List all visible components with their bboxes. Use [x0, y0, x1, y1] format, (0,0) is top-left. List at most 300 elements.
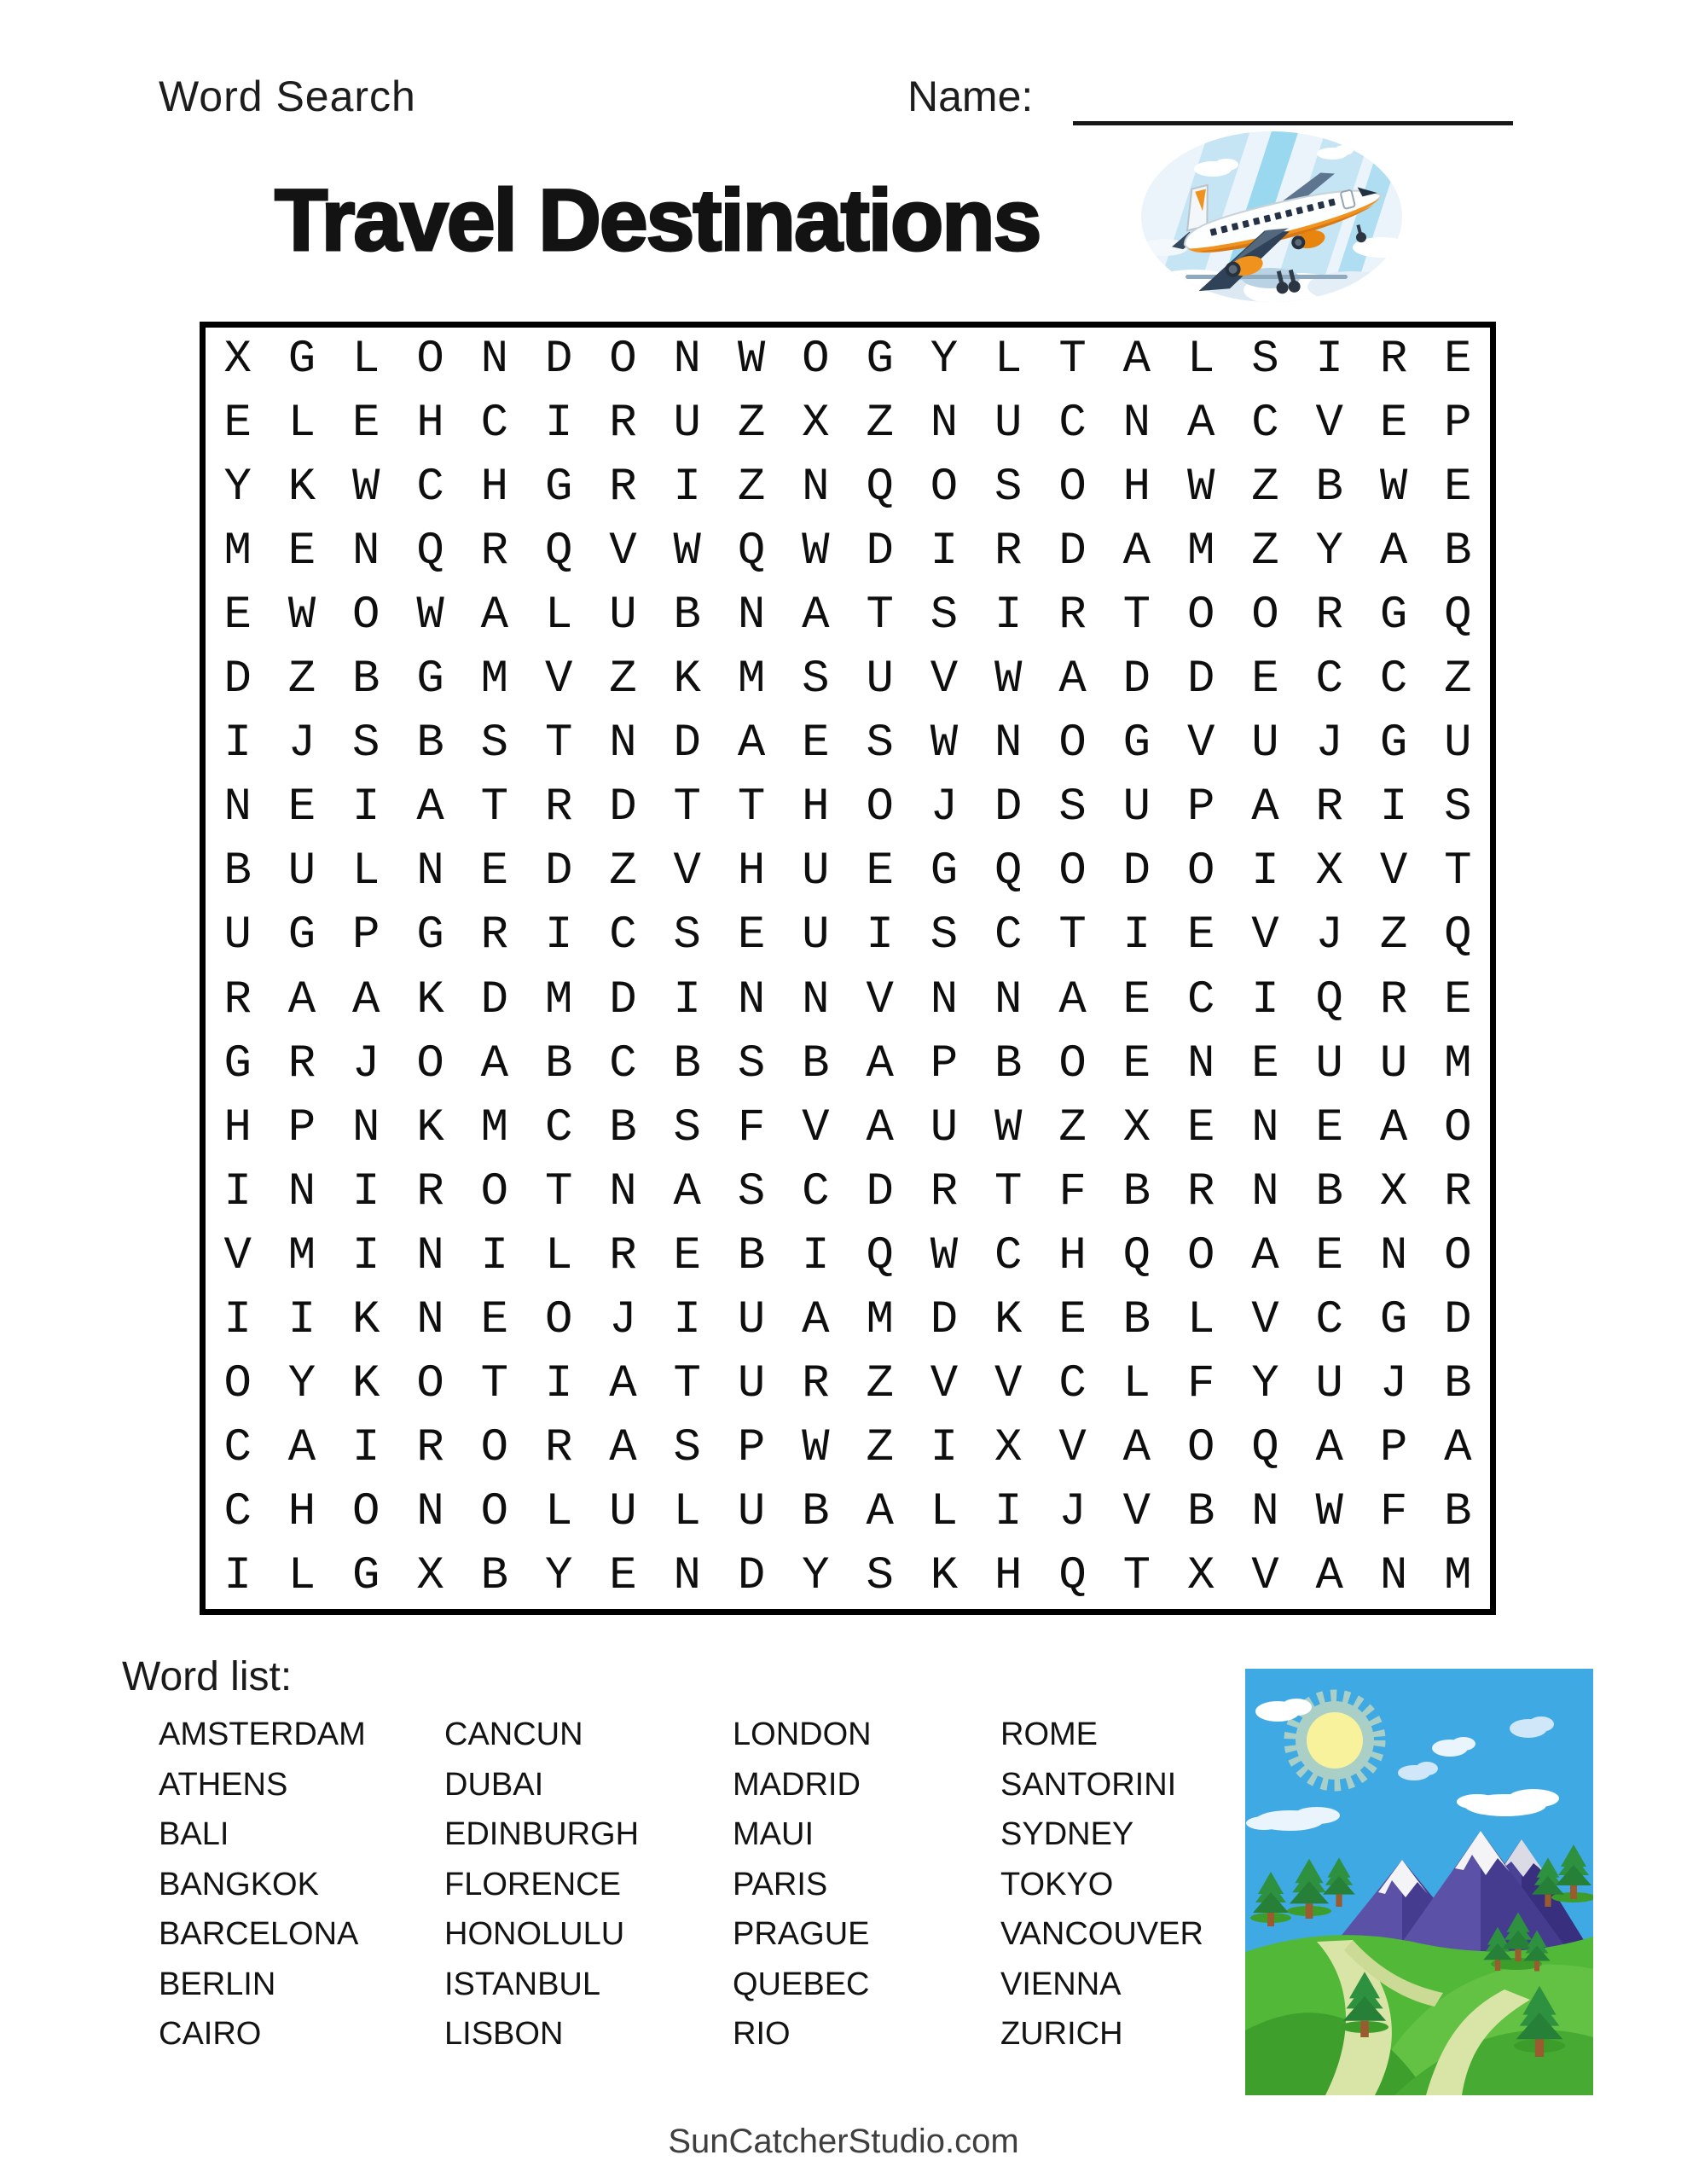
- grid-cell: G: [223, 1037, 252, 1090]
- puzzle-title: Travel Destinations: [275, 171, 1041, 269]
- grid-cell: V: [673, 845, 701, 898]
- grid-cell: G: [416, 909, 444, 962]
- grid-cell: N: [930, 397, 959, 450]
- grid-cell: X: [1122, 1101, 1151, 1154]
- grid-cell: V: [223, 1229, 252, 1282]
- grid-cell: B: [544, 1037, 573, 1090]
- grid-cell: Z: [287, 653, 316, 706]
- grid-cell: N: [1379, 1229, 1408, 1282]
- grid-cell: C: [480, 397, 509, 450]
- grid-cell: Z: [609, 845, 637, 898]
- grid-cell: U: [994, 397, 1023, 450]
- grid-cell: D: [1122, 653, 1151, 706]
- grid-cell: R: [1379, 973, 1408, 1026]
- grid-cell: Z: [609, 653, 637, 706]
- grid-cell: H: [416, 397, 444, 450]
- grid-cell: S: [673, 909, 701, 962]
- grid-cell: Y: [287, 1358, 316, 1411]
- grid-cell: I: [930, 525, 959, 578]
- grid-cell: D: [609, 781, 637, 834]
- grid-cell: W: [930, 1229, 959, 1282]
- grid-cell: A: [1122, 525, 1151, 578]
- grid-cell: Y: [223, 461, 252, 514]
- grid-cell: X: [416, 1550, 444, 1603]
- grid-cell: V: [994, 1358, 1023, 1411]
- grid-cell: R: [1315, 589, 1343, 642]
- grid-cell: A: [1251, 781, 1279, 834]
- grid-cell: A: [1186, 397, 1215, 450]
- grid-cell: V: [930, 1358, 959, 1411]
- grid-cell: M: [480, 653, 509, 706]
- grid-cell: U: [1122, 781, 1151, 834]
- grid-cell: W: [416, 589, 444, 642]
- grid-cell: C: [802, 1165, 830, 1218]
- grid-cell: Z: [866, 1358, 894, 1411]
- grid-cell: L: [1186, 333, 1215, 386]
- grid-cell: J: [609, 1294, 637, 1347]
- grid-cell: X: [1379, 1165, 1408, 1218]
- grid-cell: R: [1058, 589, 1087, 642]
- word-list-item: ATHENS: [159, 1766, 288, 1803]
- grid-cell: E: [480, 1294, 509, 1347]
- grid-cell: E: [1186, 909, 1215, 962]
- grid-cell: M: [480, 1101, 509, 1154]
- grid-cell: G: [930, 845, 959, 898]
- grid-cell: U: [1444, 717, 1472, 770]
- grid-cell: R: [416, 1422, 444, 1475]
- grid-cell: O: [1058, 845, 1087, 898]
- grid-cell: A: [802, 589, 830, 642]
- grid-cell: L: [544, 1229, 573, 1282]
- grid-cell: L: [1186, 1294, 1215, 1347]
- grid-cell: A: [1315, 1422, 1343, 1475]
- grid-cell: R: [609, 461, 637, 514]
- grid-cell: U: [287, 845, 316, 898]
- grid-cell: C: [223, 1486, 252, 1539]
- grid-cell: D: [1122, 845, 1151, 898]
- grid-cell: R: [1186, 1165, 1215, 1218]
- grid-cell: O: [1444, 1229, 1472, 1282]
- grid-cell: O: [416, 1037, 444, 1090]
- word-list-item: QUEBEC: [733, 1966, 870, 2002]
- grid-cell: E: [1315, 1229, 1343, 1282]
- grid-cell: M: [1444, 1037, 1472, 1090]
- grid-cell: E: [609, 1550, 637, 1603]
- grid-cell: S: [480, 717, 509, 770]
- grid-cell: J: [287, 717, 316, 770]
- grid-cell: C: [1251, 397, 1279, 450]
- grid-cell: C: [1186, 973, 1215, 1026]
- grid-cell: V: [1379, 845, 1408, 898]
- grid-cell: Q: [994, 845, 1023, 898]
- grid-cell: V: [1251, 1550, 1279, 1603]
- grid-cell: I: [223, 1294, 252, 1347]
- word-list-item: CAIRO: [159, 2016, 262, 2052]
- grid-cell: I: [1315, 333, 1343, 386]
- grid-cell: O: [223, 1358, 252, 1411]
- grid-cell: R: [287, 1037, 316, 1090]
- grid-cell: N: [287, 1165, 316, 1218]
- word-list-item: BARCELONA: [159, 1916, 359, 1952]
- grid-cell: R: [416, 1165, 444, 1218]
- grid-cell: E: [1122, 973, 1151, 1026]
- word-list-item: BANGKOK: [159, 1866, 319, 1902]
- grid-cell: U: [223, 909, 252, 962]
- grid-cell: L: [352, 333, 380, 386]
- grid-cell: G: [287, 333, 316, 386]
- grid-cell: I: [287, 1294, 316, 1347]
- grid-cell: N: [802, 973, 830, 1026]
- grid-cell: X: [994, 1422, 1023, 1475]
- grid-cell: O: [480, 1422, 509, 1475]
- grid-cell: M: [287, 1229, 316, 1282]
- grid-cell: W: [673, 525, 701, 578]
- word-list-item: LISBON: [444, 2016, 564, 2052]
- grid-cell: I: [352, 1229, 380, 1282]
- grid-cell: B: [802, 1037, 830, 1090]
- grid-cell: Z: [737, 397, 766, 450]
- grid-cell: I: [544, 909, 573, 962]
- grid-cell: B: [416, 717, 444, 770]
- grid-cell: O: [930, 461, 959, 514]
- grid-cell: T: [544, 717, 573, 770]
- grid-cell: E: [1444, 333, 1472, 386]
- grid-cell: F: [1379, 1486, 1408, 1539]
- word-list-item: SANTORINI: [1000, 1766, 1177, 1803]
- grid-cell: Q: [1444, 909, 1472, 962]
- grid-cell: P: [1379, 1422, 1408, 1475]
- word-list-item: VANCOUVER: [1000, 1916, 1203, 1952]
- grid-cell: U: [866, 653, 894, 706]
- grid-cell: N: [802, 461, 830, 514]
- grid-cell: N: [352, 1101, 380, 1154]
- grid-cell: X: [1186, 1550, 1215, 1603]
- grid-cell: D: [544, 845, 573, 898]
- grid-cell: E: [1379, 397, 1408, 450]
- grid-cell: O: [1186, 1229, 1215, 1282]
- grid-cell: I: [930, 1422, 959, 1475]
- grid-cell: H: [802, 781, 830, 834]
- grid-cell: M: [223, 525, 252, 578]
- grid-cell: Z: [1251, 525, 1279, 578]
- grid-cell: Z: [1379, 909, 1408, 962]
- grid-cell: E: [1122, 1037, 1151, 1090]
- grid-cell: K: [416, 1101, 444, 1154]
- word-list-column: [733, 1710, 1014, 2059]
- grid-cell: B: [609, 1101, 637, 1154]
- grid-cell: U: [737, 1486, 766, 1539]
- grid-cell: L: [930, 1486, 959, 1539]
- grid-cell: L: [544, 589, 573, 642]
- grid-cell: S: [866, 717, 894, 770]
- grid-cell: R: [544, 781, 573, 834]
- grid-cell: C: [994, 1229, 1023, 1282]
- grid-cell: C: [1315, 653, 1343, 706]
- grid-cell: X: [223, 333, 252, 386]
- grid-cell: P: [352, 909, 380, 962]
- grid-cell: H: [287, 1486, 316, 1539]
- word-list-item: ROME: [1000, 1716, 1098, 1752]
- grid-cell: U: [802, 845, 830, 898]
- grid-cell: N: [1379, 1550, 1408, 1603]
- grid-cell: I: [223, 717, 252, 770]
- grid-cell: W: [1315, 1486, 1343, 1539]
- word-list-item: VIENNA: [1000, 1966, 1122, 2002]
- grid-cell: N: [416, 1294, 444, 1347]
- grid-cell: N: [416, 1229, 444, 1282]
- grid-cell: T: [1058, 333, 1087, 386]
- grid-cell: Z: [866, 397, 894, 450]
- grid-cell: G: [544, 461, 573, 514]
- grid-cell: Q: [544, 525, 573, 578]
- grid-cell: N: [609, 717, 637, 770]
- grid-cell: E: [287, 525, 316, 578]
- grid-cell: G: [416, 653, 444, 706]
- grid-cell: C: [1379, 653, 1408, 706]
- grid-cell: O: [1444, 1101, 1472, 1154]
- grid-cell: L: [287, 397, 316, 450]
- grid-cell: Q: [866, 1229, 894, 1282]
- grid-cell: C: [609, 909, 637, 962]
- grid-cell: U: [609, 1486, 637, 1539]
- grid-cell: Q: [1122, 1229, 1151, 1282]
- word-list-item: AMSTERDAM: [159, 1716, 366, 1752]
- grid-cell: A: [287, 973, 316, 1026]
- grid-cell: Z: [737, 461, 766, 514]
- grid-cell: S: [737, 1165, 766, 1218]
- grid-cell: T: [673, 1358, 701, 1411]
- grid-cell: P: [737, 1422, 766, 1475]
- grid-cell: Y: [930, 333, 959, 386]
- word-list-item: ZURICH: [1000, 2016, 1123, 2052]
- grid-cell: T: [866, 589, 894, 642]
- grid-cell: E: [802, 717, 830, 770]
- grid-cell: U: [609, 589, 637, 642]
- grid-cell: R: [609, 397, 637, 450]
- grid-cell: I: [1251, 845, 1279, 898]
- grid-cell: W: [994, 1101, 1023, 1154]
- word-list-item: ISTANBUL: [444, 1966, 601, 2002]
- grid-cell: N: [480, 333, 509, 386]
- grid-cell: T: [994, 1165, 1023, 1218]
- grid-cell: O: [609, 333, 637, 386]
- grid-cell: R: [609, 1229, 637, 1282]
- grid-cell: U: [673, 397, 701, 450]
- grid-cell: V: [1186, 717, 1215, 770]
- grid-cell: I: [802, 1229, 830, 1282]
- grid-cell: P: [1444, 397, 1472, 450]
- grid-cell: E: [1251, 653, 1279, 706]
- landscape-illustration: [1245, 1669, 1593, 2095]
- grid-cell: A: [1251, 1229, 1279, 1282]
- word-search-grid: [200, 322, 1496, 1615]
- airplane-icon: [1134, 119, 1409, 314]
- grid-cell: L: [287, 1550, 316, 1603]
- grid-cell: E: [737, 909, 766, 962]
- grid-cell: B: [1315, 1165, 1343, 1218]
- grid-cell: Z: [866, 1422, 894, 1475]
- page-header: Word Search: [159, 73, 416, 120]
- grid-cell: G: [352, 1550, 380, 1603]
- grid-cell: V: [930, 653, 959, 706]
- grid-cell: H: [994, 1550, 1023, 1603]
- grid-cell: S: [1444, 781, 1472, 834]
- grid-cell: Q: [1444, 589, 1472, 642]
- word-list-item: BERLIN: [159, 1966, 276, 2002]
- name-label: Name:: [907, 73, 1034, 120]
- grid-cell: B: [737, 1229, 766, 1282]
- grid-cell: T: [1122, 1550, 1151, 1603]
- grid-cell: O: [352, 1486, 380, 1539]
- grid-cell: E: [480, 845, 509, 898]
- grid-cell: O: [416, 1358, 444, 1411]
- grid-cell: R: [802, 1358, 830, 1411]
- grid-cell: H: [1058, 1229, 1087, 1282]
- grid-cell: G: [1379, 717, 1408, 770]
- grid-cell: U: [1379, 1037, 1408, 1090]
- grid-cell: N: [1122, 397, 1151, 450]
- grid-cell: D: [994, 781, 1023, 834]
- grid-cell: U: [1315, 1037, 1343, 1090]
- grid-cell: B: [1444, 525, 1472, 578]
- grid-cell: F: [1058, 1165, 1087, 1218]
- grid-cell: T: [480, 781, 509, 834]
- grid-cell: R: [480, 525, 509, 578]
- grid-cell: O: [1186, 589, 1215, 642]
- grid-cell: A: [1315, 1550, 1343, 1603]
- grid-cell: Q: [737, 525, 766, 578]
- grid-cell: I: [544, 1358, 573, 1411]
- grid-cell: G: [866, 333, 894, 386]
- grid-cell: C: [416, 461, 444, 514]
- word-list-item: TOKYO: [1000, 1866, 1114, 1902]
- grid-cell: V: [1058, 1422, 1087, 1475]
- grid-cell: N: [673, 1550, 701, 1603]
- grid-cell: Y: [802, 1550, 830, 1603]
- grid-cell: H: [223, 1101, 252, 1154]
- grid-cell: N: [223, 781, 252, 834]
- grid-cell: N: [416, 1486, 444, 1539]
- word-list-item: FLORENCE: [444, 1866, 621, 1902]
- grid-cell: A: [480, 1037, 509, 1090]
- grid-cell: V: [609, 525, 637, 578]
- grid-cell: A: [802, 1294, 830, 1347]
- grid-cell: T: [673, 781, 701, 834]
- grid-cell: M: [1186, 525, 1215, 578]
- grid-cell: V: [1251, 1294, 1279, 1347]
- grid-cell: S: [1251, 333, 1279, 386]
- grid-cell: H: [480, 461, 509, 514]
- word-list-item: BALI: [159, 1816, 229, 1852]
- grid-cell: U: [802, 909, 830, 962]
- grid-cell: A: [866, 1101, 894, 1154]
- word-list-item: MADRID: [733, 1766, 861, 1803]
- grid-cell: V: [866, 973, 894, 1026]
- grid-cell: I: [544, 397, 573, 450]
- grid-cell: C: [1058, 397, 1087, 450]
- grid-cell: Q: [866, 461, 894, 514]
- grid-cell: E: [287, 781, 316, 834]
- word-list-column: [444, 1710, 726, 2059]
- grid-cell: T: [1122, 589, 1151, 642]
- grid-cell: A: [866, 1486, 894, 1539]
- grid-cell: Z: [1058, 1101, 1087, 1154]
- grid-cell: N: [737, 589, 766, 642]
- grid-cell: K: [416, 973, 444, 1026]
- grid-cell: D: [1444, 1294, 1472, 1347]
- word-list-item: PRAGUE: [733, 1916, 870, 1952]
- grid-cell: C: [1315, 1294, 1343, 1347]
- grid-cell: C: [609, 1037, 637, 1090]
- grid-cell: W: [802, 525, 830, 578]
- grid-cell: B: [673, 1037, 701, 1090]
- grid-cell: G: [1122, 717, 1151, 770]
- grid-cell: S: [866, 1550, 894, 1603]
- grid-cell: R: [223, 973, 252, 1026]
- grid-cell: A: [480, 589, 509, 642]
- grid-cell: O: [1058, 1037, 1087, 1090]
- word-list-item: RIO: [733, 2016, 791, 2052]
- grid-cell: N: [737, 973, 766, 1026]
- grid-cell: B: [673, 589, 701, 642]
- grid-cell: O: [1186, 845, 1215, 898]
- grid-cell: B: [802, 1486, 830, 1539]
- grid-cell: F: [1186, 1358, 1215, 1411]
- grid-cell: J: [1315, 717, 1343, 770]
- grid-cell: V: [1251, 909, 1279, 962]
- grid-cell: P: [287, 1101, 316, 1154]
- grid-cell: O: [1186, 1422, 1215, 1475]
- grid-cell: M: [737, 653, 766, 706]
- grid-cell: A: [1379, 1101, 1408, 1154]
- grid-cell: O: [802, 333, 830, 386]
- grid-cell: S: [930, 909, 959, 962]
- grid-cell: S: [673, 1101, 701, 1154]
- grid-cell: I: [673, 1294, 701, 1347]
- grid-cell: N: [994, 973, 1023, 1026]
- grid-cell: U: [737, 1358, 766, 1411]
- grid-cell: N: [1251, 1486, 1279, 1539]
- grid-cell: A: [1379, 525, 1408, 578]
- grid-cell: L: [544, 1486, 573, 1539]
- word-list-item: EDINBURGH: [444, 1816, 640, 1852]
- grid-cell: Q: [416, 525, 444, 578]
- grid-cell: W: [737, 333, 766, 386]
- grid-cell: H: [1122, 461, 1151, 514]
- grid-cell: N: [994, 717, 1023, 770]
- grid-cell: K: [930, 1550, 959, 1603]
- grid-cell: D: [737, 1550, 766, 1603]
- grid-cell: W: [352, 461, 380, 514]
- grid-cell: V: [1315, 397, 1343, 450]
- grid-cell: A: [609, 1422, 637, 1475]
- grid-cell: O: [1058, 461, 1087, 514]
- word-list-item: DUBAI: [444, 1766, 544, 1803]
- grid-cell: E: [673, 1229, 701, 1282]
- grid-cell: B: [1315, 461, 1343, 514]
- grid-cell: A: [1058, 973, 1087, 1026]
- grid-cell: D: [1058, 525, 1087, 578]
- grid-cell: T: [1444, 845, 1472, 898]
- grid-cell: I: [866, 909, 894, 962]
- grid-cell: D: [544, 333, 573, 386]
- grid-cell: K: [352, 1294, 380, 1347]
- grid-cell: M: [1444, 1550, 1472, 1603]
- grid-cell: I: [673, 973, 701, 1026]
- grid-cell: A: [1122, 333, 1151, 386]
- grid-cell: W: [930, 717, 959, 770]
- grid-cell: J: [1315, 909, 1343, 962]
